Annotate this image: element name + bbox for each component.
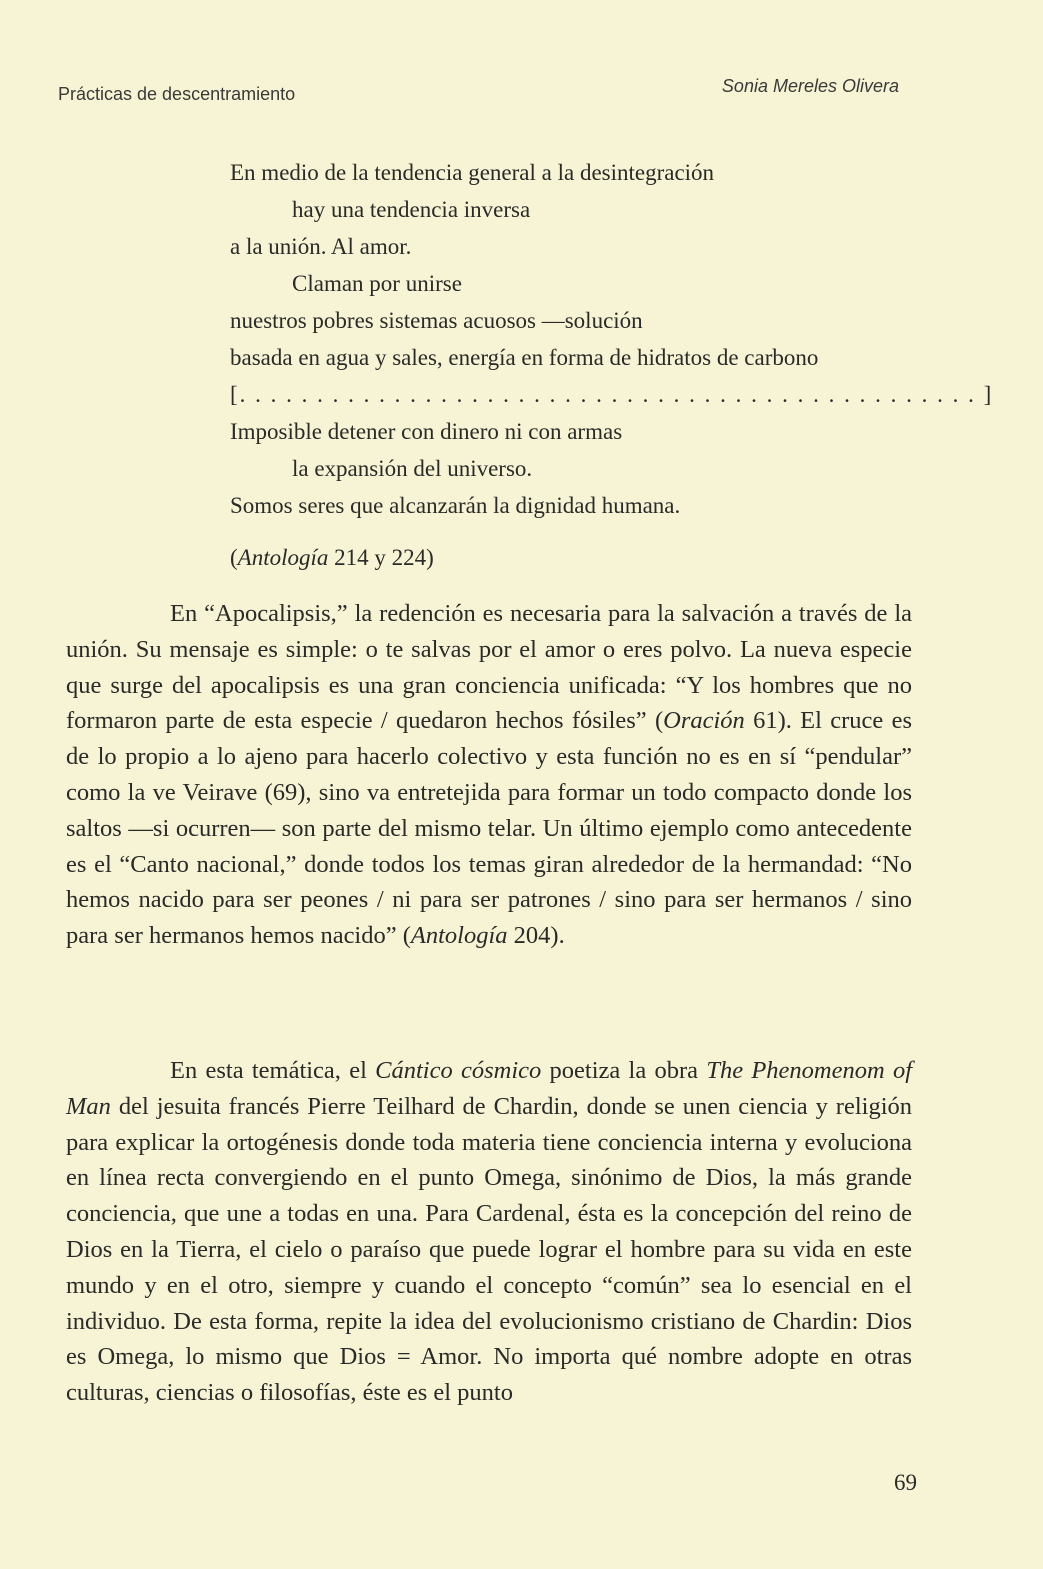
italic-title: Antología bbox=[410, 922, 508, 950]
poem-line: Imposible detener con dinero ni con armas bbox=[230, 419, 623, 444]
paragraph-text: poetiza la obra bbox=[541, 1057, 707, 1084]
paragraph-text: En esta temática, el bbox=[170, 1057, 376, 1084]
poem-citation bbox=[230, 545, 434, 571]
paragraph-text: 204). bbox=[507, 922, 565, 950]
body-paragraph-cantico bbox=[66, 1053, 912, 1411]
italic-title: Cántico cósmico bbox=[375, 1057, 542, 1084]
poem-line: la expansión del universo. bbox=[292, 456, 533, 481]
poem-line: Somos seres que alcanzarán la dignidad humana. bbox=[230, 493, 681, 518]
poem-line: nuestros pobres sistemas acuosos —solución bbox=[230, 308, 643, 333]
paragraph-text: 61). El cruce es de lo propio a lo ajeno para hacerlo colectivo y esta función no es en sí “pendular” como la ve Veirave (69), sino va entretejida para formar un todo compacto donde los saltos —si ocurren— son parte del mismo telar. Un último ejemplo como antecedente es el “Canto nacional,” donde todos los temas giran alrededor de la hermandad: “No hemos nacido para ser peones / ni para ser patrones / sino para ser hermanos / sino para ser hermanos hemos nacido” ( bbox=[66, 707, 912, 950]
running-header-title: Prácticas de descentramiento bbox=[58, 84, 296, 104]
running-header-author: Sonia Mereles Olivera bbox=[721, 76, 899, 96]
poem-line: hay una tendencia inversa bbox=[292, 197, 531, 222]
citation-open: ( bbox=[230, 545, 238, 570]
poem-quote-block bbox=[230, 154, 994, 524]
citation-pages: 214 y 224) bbox=[328, 545, 434, 570]
paragraph-text: En “Apocalipsis,” la redención es necesaria para la salvación a través de la unión. Su mensaje es simple: o te salvas por el amor o eres polvo. La nueva especie que surge del apocalipsis es una gran conciencia unificada: “Y los hombres que no formaron parte de esta especie / quedaron hechos fósiles” ( bbox=[66, 600, 912, 735]
page-number: 69 bbox=[894, 1470, 917, 1495]
poem-line: En medio de la tendencia general a la desintegración bbox=[230, 160, 715, 185]
italic-title: Oración bbox=[663, 707, 745, 735]
poem-line: a la unión. Al amor. bbox=[230, 234, 412, 259]
poem-ellipsis-line: [. . . . . . . . . . . . . . . . . . . . . . . . . . . . . . . . . . . . . . . . . . . . . . . . ] bbox=[230, 382, 994, 407]
citation-title: Antología bbox=[237, 545, 329, 570]
paragraph-text: del jesuita francés Pierre Teilhard de Chardin, donde se unen ciencia y religión para explicar la ortogénesis donde toda materia tiene conciencia interna y evoluciona en línea recta convergiendo en el punto Omega, sinónimo de Dios, la más grande conciencia, que une a todas en una. Para Cardenal, ésta es la concepción del reino de Dios en la Tierra, el cielo o paraíso que puede lograr el hombre para su vida en este mundo y en el otro, siempre y cuando el concepto “común” sea lo esencial en el individuo. De esta forma, repite la idea del evolucionismo cristiano de Chardin: Dios es Omega, lo mismo que Dios = Amor. No importa qué nombre adopte en otras culturas, ciencias o filosofías, éste es el punto bbox=[66, 1092, 912, 1407]
poem-line: basada en agua y sales, energía en forma de hidratos de carbono bbox=[230, 345, 819, 370]
italic-title: The Phenomenom of Man bbox=[66, 1057, 912, 1120]
body-paragraph-apocalipsis bbox=[66, 596, 912, 954]
poem-line: Claman por unirse bbox=[292, 271, 462, 296]
